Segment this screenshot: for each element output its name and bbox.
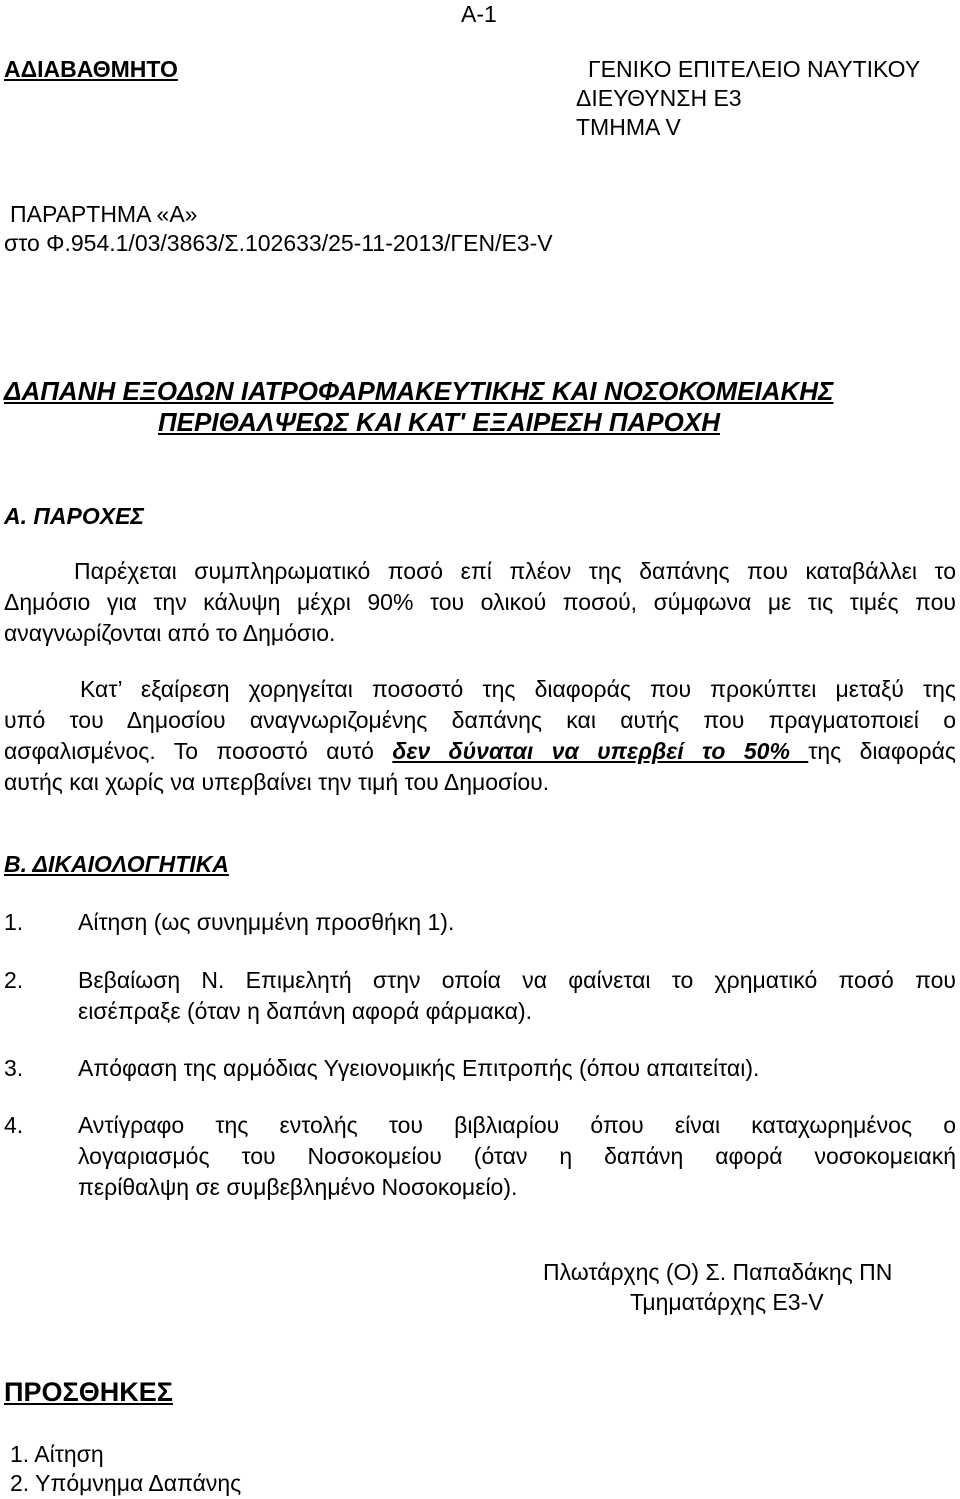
paragraph-line-emphasis — [4, 736, 956, 767]
annex-reference: στο Φ.954.1/03/3863/Σ.102633/25-11-2013/ΓΕΝ/Ε3-V — [4, 230, 553, 256]
section-a-heading: Α. ΠΑΡΟΧΕΣ — [4, 503, 144, 529]
annex-title: ΠΑΡΑΡΤΗΜΑ «Α» — [10, 201, 198, 227]
attachment-item: 2. Υπόμνημα Δαπάνης — [10, 1470, 242, 1496]
page-label: Α-1 — [461, 1, 497, 27]
paragraph-line: Παρέχεται συμπληρωματικό ποσό επί πλέον της δαπάνης που καταβάλλει το — [74, 558, 956, 584]
section-b-heading: Β. ΔΙΚΑΙΟΛΟΓΗΤΙΚΑ — [4, 851, 229, 877]
item-text: εισέπραξε (όταν η δαπάνη αφορά φάρμακα). — [78, 998, 533, 1024]
item-number: 3. — [4, 1055, 24, 1081]
paragraph-line: υπό του Δημοσίου αναγνωριζομένης δαπάνης και αυτής που πραγματοποιεί ο — [4, 707, 956, 733]
text-run: ασφαλισμένος. Το ποσοστό αυτό — [4, 738, 393, 764]
item-number: 1. — [4, 909, 24, 935]
header-line-2: ΔΙΕΥΘΥΝΣΗ Ε3 — [576, 85, 742, 111]
signature-title: Τμηματάρχης Ε3-V — [630, 1289, 824, 1315]
main-title-line-1: ΔΑΠΑΝΗ ΕΞΟΔΩΝ ΙΑΤΡΟΦΑΡΜΑΚΕΥΤΙΚΗΣ ΚΑΙ ΝΟΣΟΚΟΜΕΙΑΚΗΣ — [4, 376, 834, 406]
item-number: 2. — [4, 967, 24, 993]
item-text: Βεβαίωση Ν. Επιμελητή στην οποία να φαίνεται το χρηματικό ποσό που — [78, 967, 956, 993]
section-a-paragraph-1 — [4, 556, 956, 649]
list-item — [4, 965, 956, 1027]
list-item — [4, 1053, 956, 1084]
signature-name: Πλωτάρχης (Ο) Σ. Παπαδάκης ΠΝ — [543, 1259, 893, 1285]
list-item — [4, 907, 956, 938]
item-number: 4. — [4, 1112, 24, 1138]
section-a-paragraph-2 — [4, 674, 956, 798]
text-run: της διαφοράς — [808, 738, 956, 764]
emphasis-text: δεν δύναται να υπερβεί το 50% — [392, 738, 809, 764]
header-line-1: ΓΕΝΙΚΟ ΕΠΙΤΕΛΕΙΟ ΝΑΥΤΙΚΟΥ — [588, 56, 921, 82]
classification-label: ΑΔΙΑΒΑΘΜΗΤΟ — [4, 56, 178, 82]
header-line-3: ΤΜΗΜΑ V — [576, 114, 681, 140]
attachment-item: 1. Αίτηση — [10, 1441, 104, 1467]
paragraph-line: αυτής και χωρίς να υπερβαίνει την τιμή του Δημοσίου. — [4, 769, 550, 795]
item-text: λογαριασμός του Νοσοκομείου (όταν η δαπάνη αφορά νοσοκομειακή — [78, 1143, 956, 1169]
paragraph-line: αναγνωρίζονται από το Δημόσιο. — [4, 620, 336, 646]
item-text: Αίτηση (ως συνημμένη προσθήκη 1). — [78, 909, 455, 935]
paragraph-line: Κατ’ εξαίρεση χορηγείται ποσοστό της διαφοράς που προκύπτει μεταξύ της — [80, 676, 956, 702]
paragraph-line: Δημόσιο για την κάλυψη μέχρι 90% του ολικού ποσού, σύμφωνα με τις τιμές που — [4, 589, 956, 615]
list-item — [4, 1110, 956, 1203]
item-text: Αντίγραφο της εντολής του βιβλιαρίου όπου είναι καταχωρημένος ο — [78, 1112, 956, 1138]
main-title-line-2: ΠΕΡΙΘΑΛΨΕΩΣ ΚΑΙ ΚΑΤ' ΕΞΑΙΡΕΣΗ ΠΑΡΟΧΗ — [158, 407, 720, 437]
item-text: Απόφαση της αρμόδιας Υγειονομικής Επιτροπής (όπου απαιτείται). — [78, 1055, 760, 1081]
attachments-heading: ΠΡΟΣΘΗΚΕΣ — [4, 1377, 173, 1407]
item-text: περίθαλψη σε συμβεβλημένο Νοσοκομείο). — [78, 1174, 518, 1200]
